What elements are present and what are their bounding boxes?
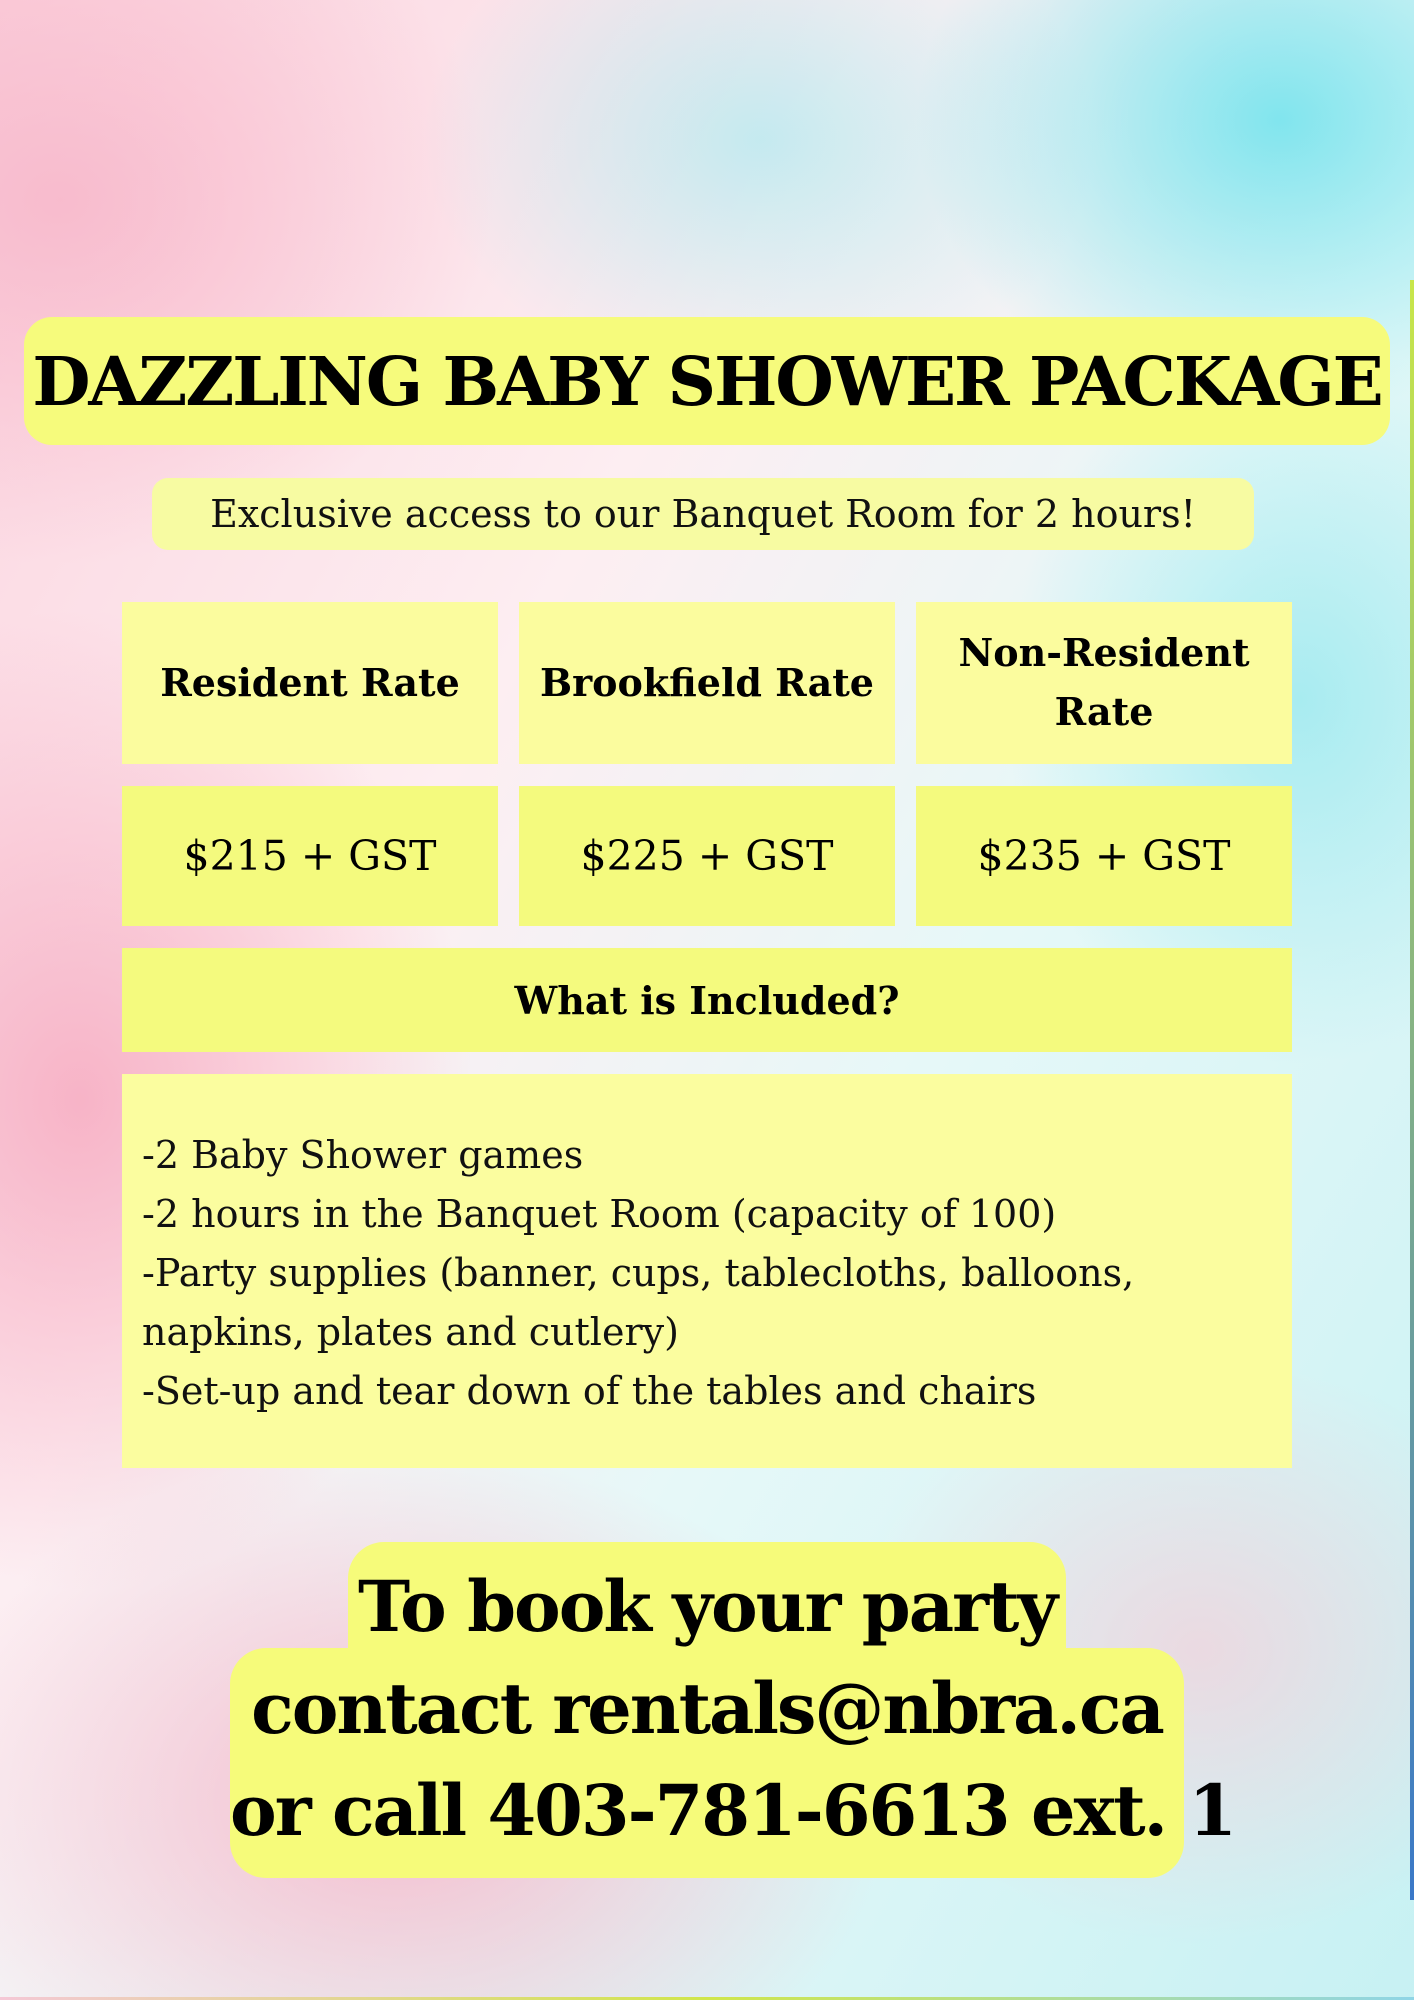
rate-header-label-line2: Rate <box>1054 689 1154 734</box>
cta-line-email[interactable]: contact rentals@nbra.ca <box>251 1667 1163 1750</box>
list-item: -Set-up and tear down of the tables and chairs <box>142 1369 1037 1413</box>
price-value: $225 + GST <box>580 832 834 880</box>
right-edge-decoration <box>1410 280 1414 1900</box>
rate-header-non-resident <box>916 602 1292 764</box>
included-heading: What is Included? <box>514 977 900 1023</box>
list-item: napkins, plates and cutlery) <box>142 1310 679 1354</box>
list-item: -Party supplies (banner, cups, tablecloths, balloons, <box>142 1251 1135 1295</box>
rate-header-label <box>959 624 1250 742</box>
cta-line-phone[interactable]: or call 403-781-6613 ext. 1 <box>230 1769 1236 1852</box>
subtitle: Exclusive access to our Banquet Room for 2 hours! <box>210 492 1196 536</box>
subtitle-banner <box>152 478 1254 550</box>
rate-header-resident <box>122 602 498 764</box>
rate-header-brookfield <box>519 602 895 764</box>
included-heading-box <box>122 948 1292 1052</box>
rate-price-resident <box>122 786 498 926</box>
booking-call-to-action <box>230 1556 1236 1862</box>
rate-header-label-line1: Non-Resident <box>958 630 1250 676</box>
price-value: $235 + GST <box>977 832 1231 880</box>
cta-line-book: To book your party <box>357 1565 1056 1648</box>
rate-header-label: Brookfield Rate <box>539 659 874 705</box>
list-item: -2 hours in the Banquet Room (capacity of 100) <box>142 1192 1057 1236</box>
rate-price-brookfield <box>519 786 895 926</box>
list-item: -2 Baby Shower games <box>142 1133 584 1177</box>
page-title: DAZZLING BABY SHOWER PACKAGE <box>32 341 1382 421</box>
price-value: $215 + GST <box>183 832 437 880</box>
included-list <box>122 1074 1292 1468</box>
rate-price-non-resident <box>916 786 1292 926</box>
title-banner <box>24 317 1390 445</box>
rate-header-label: Resident Rate <box>160 659 460 705</box>
